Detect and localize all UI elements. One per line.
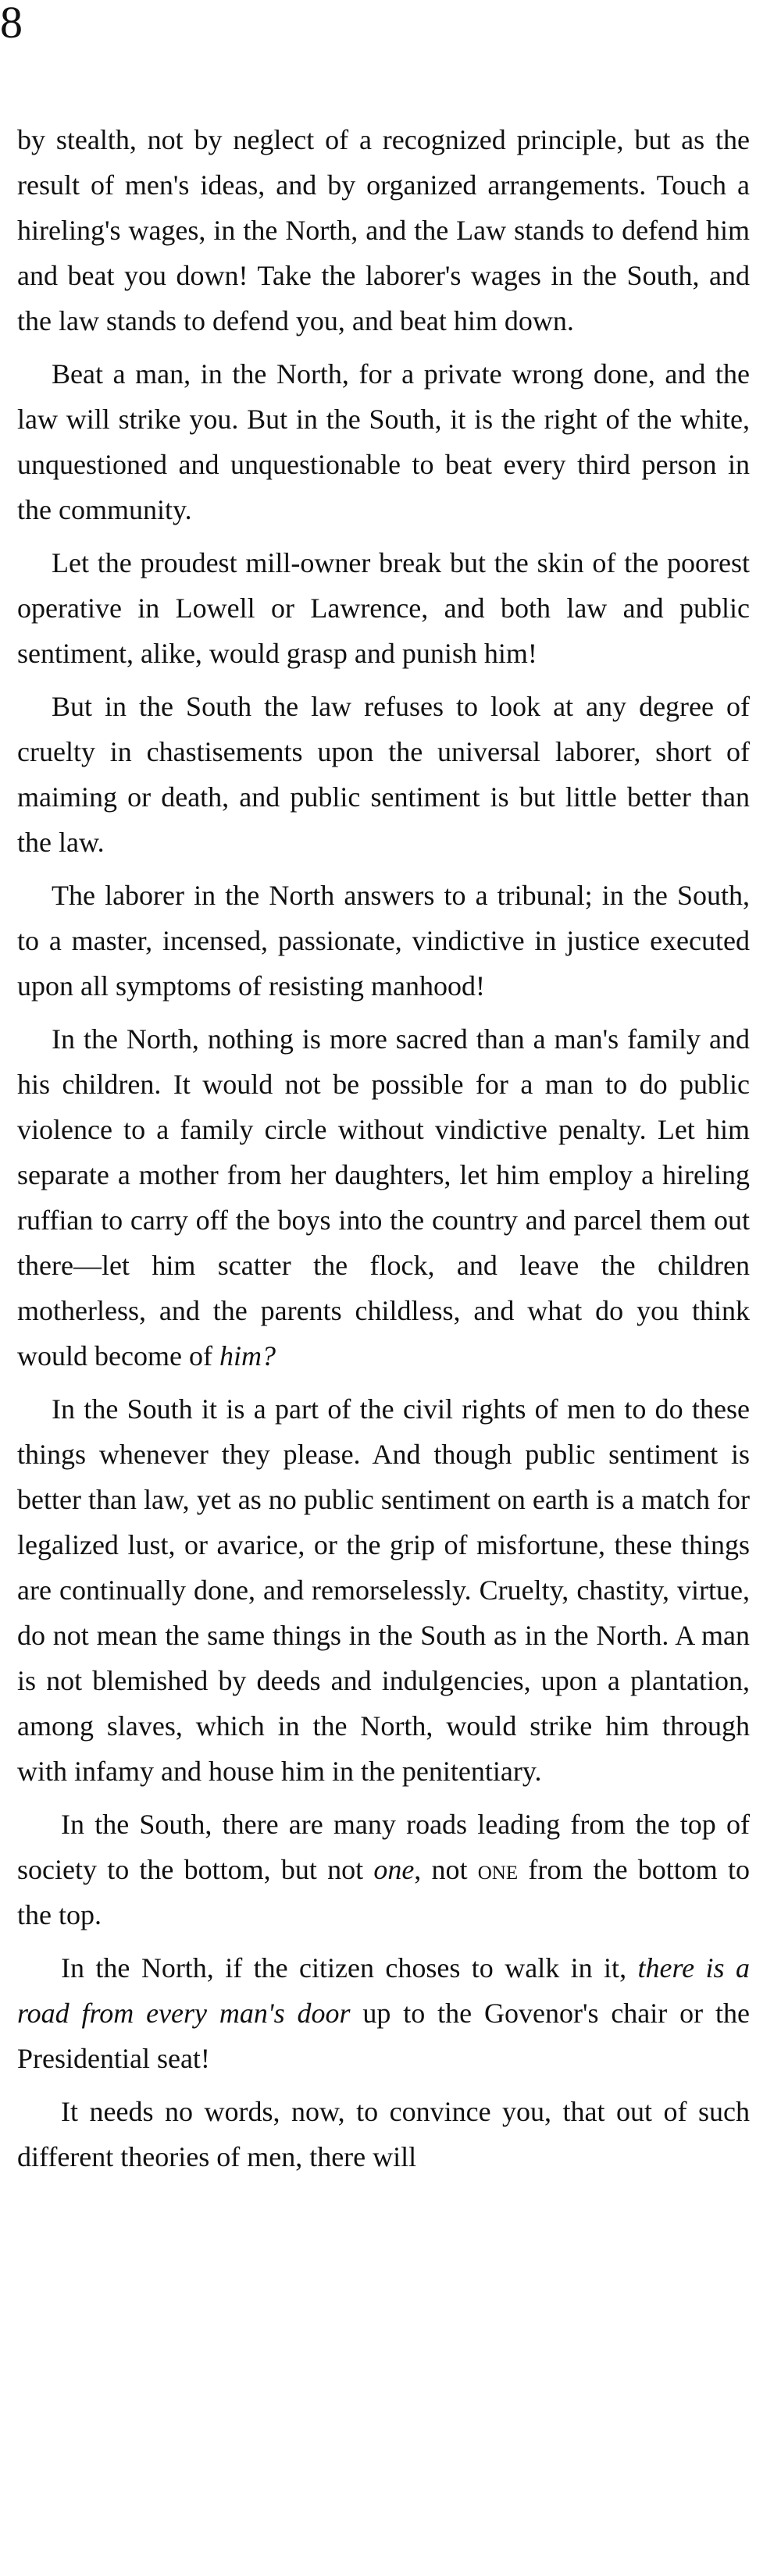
paragraph-4: But in the South the law refuses to look at any degree of cruelty in chastisements upon the universal laborer, short of maiming or death, and public sentiment is but little better than the law. (17, 691, 750, 858)
paragraph-9-emphasis: there is a road from every man's door (17, 1952, 750, 2029)
paragraph-8-one-italic: one (373, 1854, 415, 1885)
paragraph-6-text: In the North, nothing is more sacred than a man's family and his children. It would not be possible for a man to do public violence to a family circle without vindictive penalty. Let him separate a mother from her daughters, let him employ a hireling ruffian to carry off the boys into the country and parcel them out there—let him scatter the flock, and leave the children motherless, and the parents childless, and what do you think would become of (17, 1023, 750, 1372)
paragraph-10: It needs no words, now, to convince you, that out of such different theories of men, there will (17, 2096, 750, 2172)
paragraph-1: by stealth, not by neglect of a recognized principle, but as the result of men's ideas, and by organized arrangements. Touch a hireling's wages, in the North, and the Law stands to defend him and beat you down! Take the laborer's wages in the South, and the law stands to defend you, and beat him down. (17, 124, 750, 336)
paragraph-9-after: up to the Govenor's chair or the Presidential seat! (17, 1998, 750, 2074)
paragraph-6-emphasis: him? (219, 1340, 276, 1372)
paragraph-9-before: In the North, if the citizen choses to walk in it, (61, 1952, 638, 1984)
paragraph-8-before: In the South, there are many roads leading from the top of society to the bottom, but not (17, 1809, 750, 1885)
page-number: 8 (0, 0, 23, 48)
paragraph-8 (17, 1802, 750, 1937)
body-text (17, 117, 750, 2187)
paragraph-6 (17, 1016, 750, 1379)
paragraph-9 (17, 1945, 750, 2081)
paragraph-2: Beat a man, in the North, for a private wrong done, and the law will strike you. But in the South, it is the right of the white, unquestioned and unquestionable to beat every third person in the community. (17, 358, 750, 525)
paragraph-8-after: from the bottom to the top. (17, 1854, 750, 1930)
paragraph-7: In the South it is a part of the civil rights of men to do these things whenever they please. And though public sentiment is better than law, yet as no public sentiment on earth is a match for legalized lust, or avarice, or the grip of misfortune, these things are continually done, and remorselessly. Cruelty, chastity, virtue, do not mean the same things in the South as in the North. A man is not blemished by deeds and indulgencies, upon a plantation, among slaves, which in the North, would strike him through with infamy and house him in the penitentiary. (17, 1393, 750, 1787)
paragraph-5: The laborer in the North answers to a tribunal; in the South, to a master, incensed, passionate, vindictive in justice executed upon all symptoms of resisting manhood! (17, 880, 750, 1002)
paragraph-3: Let the proudest mill-owner break but the skin of the poorest operative in Lowell or Lawrence, and both law and public sentiment, alike, would grasp and punish him! (17, 547, 750, 669)
paragraph-8-one-caps: one (477, 1854, 519, 1885)
paragraph-8-middle: , not (414, 1854, 478, 1885)
